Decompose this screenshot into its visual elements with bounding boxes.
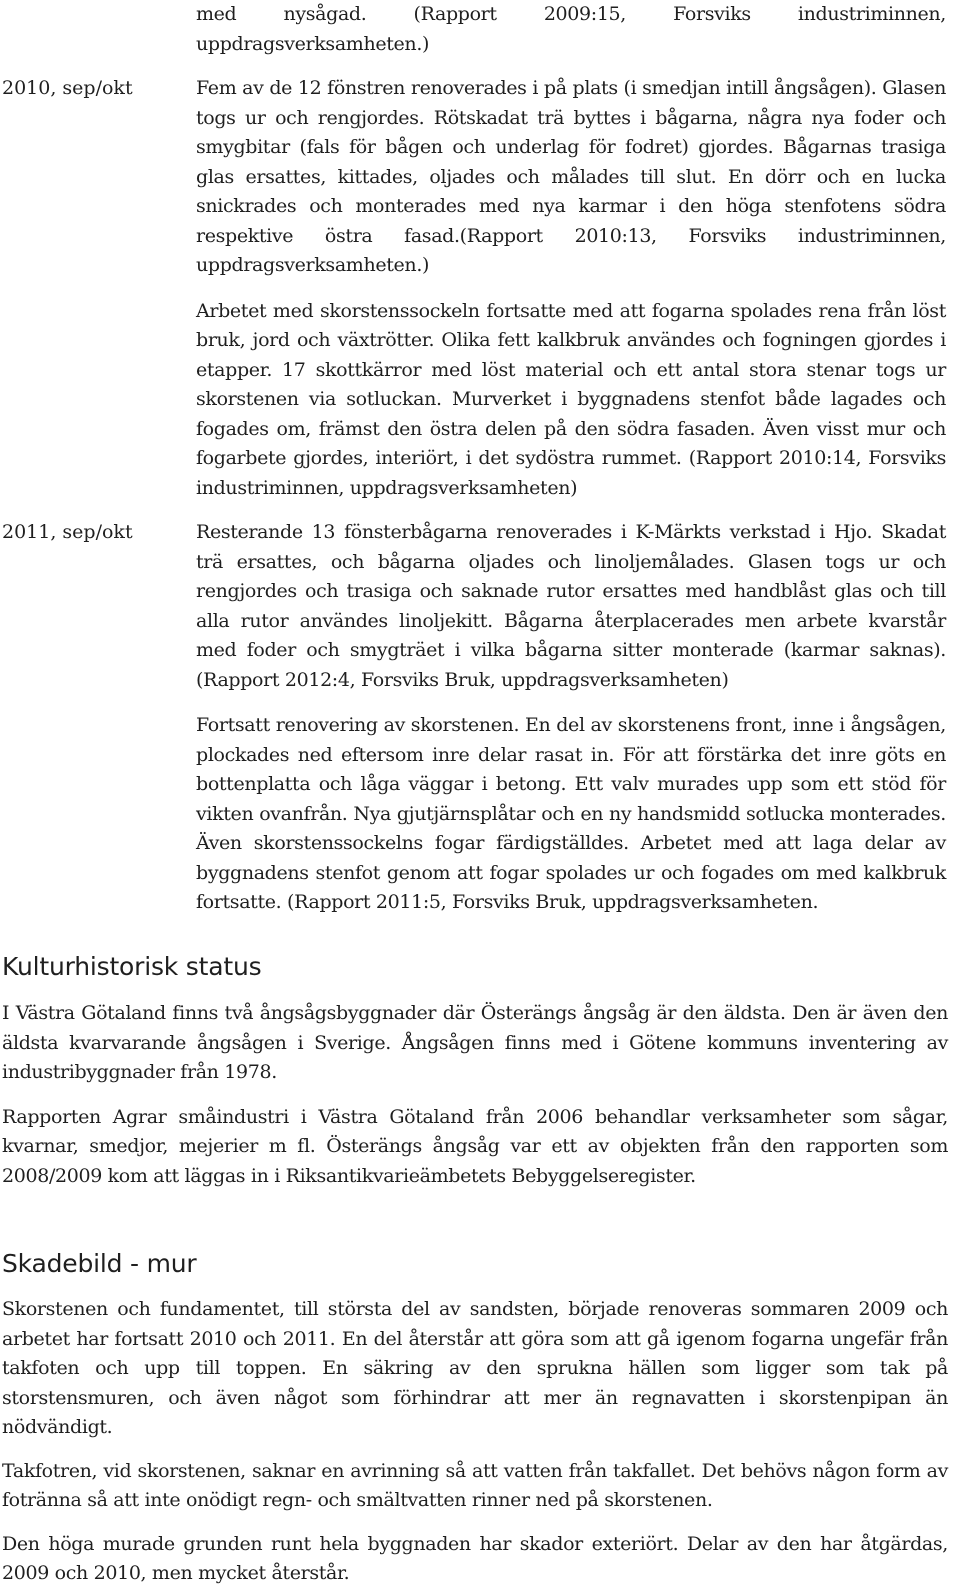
timeline-entry-continued xyxy=(0,0,960,59)
section-skadebild-mur xyxy=(2,1247,948,1589)
section-paragraph: Rapporten Agrar småindustri i Västra Götaland från 2006 behandlar verksamheter som sågar, kvarnar, smedjor, mejerier m fl. Österängs ångsåg var ett av objekten från den rapporten som 2008/2009 kom att läggas in i Riksantikvarieämbetets Bebyggelseregister. xyxy=(2,1105,948,1187)
section-heading: Skadebild - mur xyxy=(2,1249,197,1278)
timeline-entry-2010 xyxy=(0,74,960,503)
section-paragraph: Takfotren, vid skorstenen, saknar en avrinning så att vatten från takfallet. Det behövs någon form av fotränna så att inte onödigt regn- och smältvatten rinner ned på skorstenen. xyxy=(2,1459,948,1511)
timeline-paragraph: Resterande 13 fönsterbågarna renoverades i K-Märkts verkstad i Hjo. Skadat trä ersattes, och bågarna oljades och linoljemålades. Glasen togs ur och rengjordes och trasiga och saknade rutor ersattes med handblåst glas och till alla rutor användes linoljekitt. Bågarna återplacerades men arbete kvarstår med foder och smygträet i vilka bågarna sitter monterade (karmar saknas). (Rapport 2012:4, Forsviks Bruk, uppdragsverksamheten) xyxy=(196,521,946,691)
timeline-date: 2010, sep/okt xyxy=(2,77,133,99)
section-paragraph: Skorstenen och fundamentet, till största del av sandsten, började renoveras sommaren 2009 och arbetet har fortsatt 2010 och 2011. En del återstår att göra som att gå igenom fogarna ungefär från takfoten och upp till toppen. En säkring av den sprukna hällen som ligger som tak på storstensmuren, och även något som förhindrar att mer än regnavatten i skorstenpipan än nödvändigt. xyxy=(2,1298,948,1438)
timeline-paragraph: Fortsatt renovering av skorstenen. En del av skorstenens front, inne i ångsågen, plockades ned eftersom inre delar rasat in. För att förstärka det inre göts en bottenplatta och låga väggar i betong. Ett valv murades upp som ett stöd för vikten ovanfrån. Nya gjutjärnsplåtar och en ny handsmidd sotlucka monterades. Även skorstenssockelns fogar färdigställdes. Arbetet med att laga delar av byggnadens stenfot genom att fogar spolades ur och fogades om med kalkbruk fortsatte. (Rapport 2011:5, Forsviks Bruk, uppdragsverksamheten. xyxy=(196,714,946,913)
section-paragraph: Den höga murade grunden runt hela byggnaden har skador exteriört. Delar av den har åtgärdas, 2009 och 2010, men mycket återstår. xyxy=(2,1532,948,1584)
section-kulturhistorisk-status xyxy=(2,950,948,1191)
timeline-date: 2011, sep/okt xyxy=(2,521,133,543)
timeline-paragraph: Arbetet med skorstenssockeln fortsatte med att fogarna spolades rena från löst bruk, jord och växtrötter. Olika fett kalkbruk användes och fogningen gjordes i etapper. 17 skottkärror med löst material och ett antal stora stenar togs ur skorstenen via sotluckan. Murverket i byggnadens stenfot både lagades och fogades om, främst den östra delen på den södra fasaden. Även visst mur och fogarbete gjordes, interiört, i det sydöstra rummet. (Rapport 2010:14, Forsviks industriminnen, uppdragsverksamheten) xyxy=(196,299,946,499)
section-heading: Kulturhistorisk status xyxy=(2,952,262,981)
section-paragraph: I Västra Götaland finns två ångsågsbyggnader där Österängs ångsåg är den äldsta. Den är även den äldsta kvarvarande ångsågen i Sverige. Ångsågen finns med i Götene kommuns inventering av industribyggnader från 1978. xyxy=(2,1002,948,1083)
timeline-paragraph: Fem av de 12 fönstren renoverades i på plats (i smedjan intill ångsågen). Glasen togs ur och rengjordes. Rötskadat trä byttes i bågarna, några nya foder och smygbitar (fals för bågen och underlag för fodret) gjordes. Bågarnas trasiga glas ersattes, kittades, oljades och målades till slut. En dörr och en lucka snickrades och monterades med nya karmar i den höga stenfotens södra respektive östra fasad.(Rapport 2010:13, Forsviks industriminnen, uppdragsverksamheten.) xyxy=(196,77,946,276)
timeline-entry-2011 xyxy=(0,518,960,918)
timeline-paragraph: med nysågad. (Rapport 2009:15, Forsviks industriminnen, uppdragsverksamheten.) xyxy=(196,3,946,55)
